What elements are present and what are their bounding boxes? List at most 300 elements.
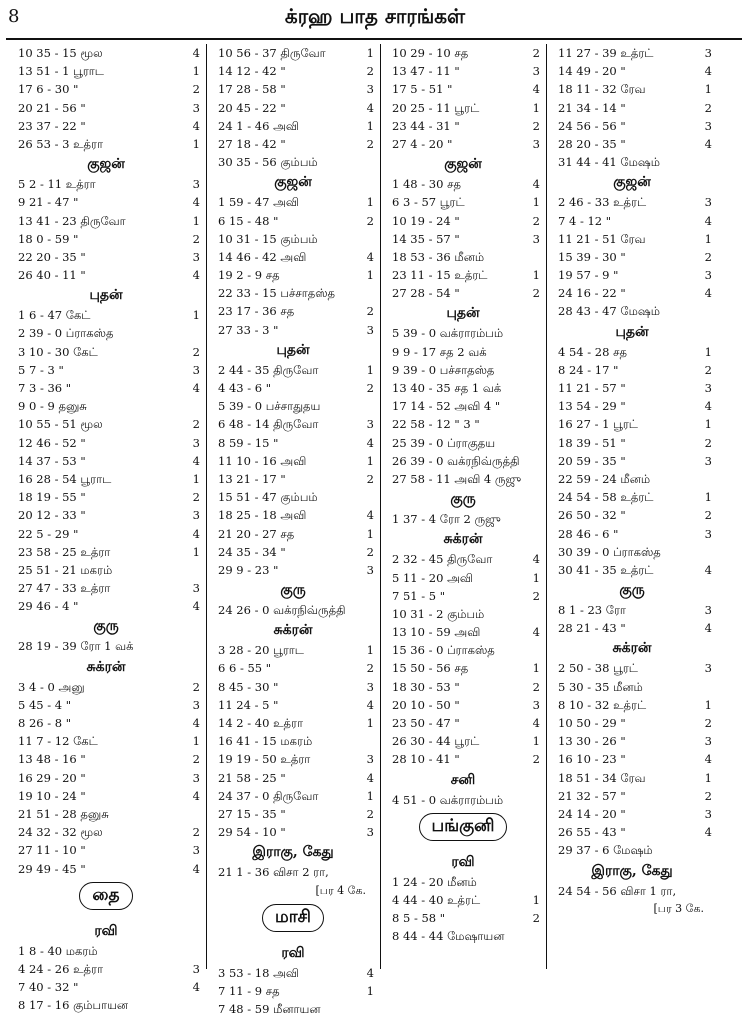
entry-row [8, 637, 204, 655]
entry-row [382, 927, 544, 945]
entry-value: 18 19 - 55 " [18, 490, 86, 505]
entry-pada: 4 [704, 64, 712, 79]
entry-value: 13 10 - 59 அவி [392, 625, 481, 640]
entry-row [208, 62, 378, 80]
entry-value: 29 49 - 45 " [18, 861, 86, 876]
entry-value: 23 17 - 36 சத [218, 304, 295, 319]
entry-row [8, 942, 204, 960]
entry-value: 27 18 - 42 " [218, 136, 286, 151]
entry-pada: 2 [366, 661, 374, 676]
entry-pada: 2 [366, 304, 374, 319]
entry-pada: 4 [532, 177, 540, 192]
entry-row [382, 550, 544, 568]
section-heading: சுக்ரன் [273, 622, 313, 639]
entry-row [208, 696, 378, 714]
section-heading: குரு [450, 491, 476, 508]
entry-row [548, 99, 716, 117]
entry-row [208, 823, 378, 841]
entry-row [548, 343, 716, 361]
entry-pada: 1 [532, 570, 540, 585]
entry-value: 13 41 - 23 திருவோ [18, 213, 126, 228]
entry-value: 2 46 - 33 உத்ரட் [558, 195, 647, 210]
entry-row [8, 996, 204, 1014]
entry-value: 23 50 - 47 " [392, 716, 460, 730]
month-heading [382, 813, 544, 851]
entry-pada: 3 [192, 961, 200, 976]
entry-row [548, 44, 716, 62]
entry-value: 8 17 - 16 கும்பாயன [18, 998, 129, 1013]
entry-value: 28 10 - 41 " [392, 752, 460, 767]
entry-value: 21 1 - 36 விசா 2 ரா, [218, 865, 329, 880]
entry-value: 14 35 - 57 " [392, 231, 460, 246]
title-underline [6, 38, 742, 40]
entry-value: 8 26 - 8 " [18, 716, 72, 730]
entry-pada: 2 [532, 588, 540, 603]
entry-pada: 4 [192, 46, 200, 60]
entry-value: 8 59 - 15 " [218, 435, 279, 450]
entry-value: 4 43 - 6 " [218, 381, 272, 395]
entry-row [8, 714, 204, 732]
entry-row [8, 488, 204, 506]
entry-row [548, 787, 716, 805]
entry-pada: 2 [366, 381, 374, 395]
entry-row [8, 306, 204, 324]
entry-value: 13 47 - 11 " [392, 64, 460, 79]
entry-value: 16 41 - 15 மகரம் [218, 734, 313, 749]
entry-pada: 4 [192, 453, 200, 468]
entry-row [382, 569, 544, 587]
entry-value: 27 58 - 11 அவி 4 ருஜு [392, 471, 522, 486]
entry-pada: 4 [704, 562, 712, 577]
entry-row [382, 470, 544, 488]
entry-pada: 2 [532, 118, 540, 133]
entry-pada: 3 [704, 603, 712, 618]
section-heading: ரவி [281, 944, 305, 961]
entry-row [208, 452, 378, 470]
section-heading: குஜன் [87, 156, 125, 173]
entry-value: 8 5 - 58 " [392, 911, 446, 926]
entry-row [548, 543, 716, 561]
entry-value: 28 46 - 6 " [558, 526, 619, 541]
entry-row [548, 525, 716, 543]
entry-pada: 2 [704, 362, 712, 377]
entry-row [548, 452, 716, 470]
month-label: மாசி [262, 904, 324, 932]
section-heading: புதன் [276, 341, 310, 358]
entry-value: 4 54 - 28 சத [558, 344, 627, 359]
entry-value: 27 4 - 20 " [392, 136, 453, 151]
entry-pada: 1 [366, 453, 374, 468]
entry-value: 10 31 - 15 கும்பம் [218, 231, 318, 246]
entry-value: 30 41 - 35 உத்ரட் [558, 562, 654, 577]
entry-row [208, 80, 378, 98]
column-divider [380, 44, 381, 969]
entry-value: 26 40 - 11 " [18, 268, 86, 283]
entry-row [208, 44, 378, 62]
entry-pada: 2 [366, 471, 374, 486]
entry-pada: 2 [704, 508, 712, 523]
entry-value: 21 34 - 14 " [558, 100, 626, 115]
entry-value: 5 11 - 20 அவி [392, 570, 473, 585]
entry-row [548, 488, 716, 506]
entry-row [548, 841, 716, 859]
entry-value: 24 54 - 56 விசா 1 ரா, [558, 883, 677, 898]
section-heading: குஜன் [274, 174, 312, 191]
section-heading: குரு [93, 618, 119, 635]
entry-row [8, 80, 204, 98]
entry-pada: 3 [366, 417, 374, 432]
entry-pada: 3 [704, 661, 712, 676]
entry-pada: 4 [366, 697, 374, 712]
entry-value: 14 2 - 40 உத்ரா [218, 716, 303, 730]
entry-value: 13 54 - 29 " [558, 399, 626, 414]
entry-pada: 1 [532, 268, 540, 283]
entry-pada: 1 [366, 46, 374, 60]
entry-value: 16 10 - 23 " [558, 752, 626, 767]
entry-row [548, 882, 716, 900]
entry-pada: 1 [366, 362, 374, 377]
entry-pada: 3 [192, 177, 200, 192]
entry-row [548, 506, 716, 524]
entry-pada: 2 [192, 344, 200, 359]
entry-value: 6 15 - 48 " [218, 213, 279, 228]
entry-row [548, 561, 716, 579]
entry-value: 18 11 - 32 ரேவ [558, 82, 646, 97]
entry-row [382, 891, 544, 909]
entry-row [8, 978, 204, 996]
entry-pada: 1 [366, 788, 374, 803]
entry-value: 29 37 - 6 மேஷம் [558, 843, 653, 858]
entry-pada: 1 [532, 100, 540, 115]
entry-row [382, 266, 544, 284]
section-heading: இராகு, கேது [252, 844, 334, 861]
entry-row [208, 641, 378, 659]
entry-pada: 2 [192, 231, 200, 246]
entry-row [208, 525, 378, 543]
entry-row [8, 769, 204, 787]
entry-value: 10 56 - 37 திருவோ [218, 46, 326, 60]
entry-value: 21 32 - 57 " [558, 788, 626, 803]
entry-pada: 2 [192, 752, 200, 767]
entry-row [208, 361, 378, 379]
entry-pada: 3 [366, 679, 374, 694]
entry-row [208, 543, 378, 561]
section-heading: ரவி [94, 922, 118, 939]
entry-pada: 3 [366, 82, 374, 97]
entry-value: 26 50 - 32 " [558, 508, 626, 523]
entry-row [208, 750, 378, 768]
entry-pada: 1 [532, 661, 540, 676]
entry-pada: 4 [532, 716, 540, 730]
entry-value: 11 27 - 39 உத்ரட் [558, 46, 654, 60]
entry-pada: 3 [192, 249, 200, 264]
entry-pada: 1 [366, 118, 374, 133]
entry-pada: 4 [704, 136, 712, 151]
entry-row [382, 361, 544, 379]
entry-pada: 4 [704, 399, 712, 414]
entry-value: 20 25 - 11 பூரட் [392, 100, 480, 115]
entry-row [382, 44, 544, 62]
entry-row [208, 732, 378, 750]
entry-value: 18 30 - 53 " [392, 679, 460, 694]
entry-value: 14 37 - 53 " [18, 453, 86, 468]
entry-row [208, 601, 378, 619]
entry-value: 2 32 - 45 திருவோ [392, 552, 493, 567]
entry-pada: 4 [366, 249, 374, 264]
entry-pada: 2 [192, 825, 200, 840]
entry-row [8, 525, 204, 543]
entry-value: 17 28 - 58 " [218, 82, 286, 97]
entry-row [382, 434, 544, 452]
entry-pada: 3 [704, 195, 712, 210]
entry-row [382, 80, 544, 98]
entry-value: 29 54 - 10 " [218, 825, 286, 840]
entry-row [208, 506, 378, 524]
entry-row [382, 750, 544, 768]
entry-value: 19 57 - 9 " [558, 268, 619, 283]
entry-row [548, 193, 716, 211]
entry-value: 22 5 - 29 " [18, 526, 79, 541]
entry-row [208, 248, 378, 266]
entry-value: 31 44 - 41 மேஷம் [558, 155, 660, 170]
entry-row [8, 230, 204, 248]
entry-pada: 4 [192, 118, 200, 133]
entry-row [382, 732, 544, 750]
entry-value: 15 39 - 30 " [558, 249, 626, 264]
entry-row [8, 415, 204, 433]
entry-value: 20 12 - 33 " [18, 508, 86, 523]
entry-pada: 4 [532, 552, 540, 567]
entry-row [208, 284, 378, 302]
entry-pada: 1 [192, 734, 200, 749]
entry-value: 13 30 - 26 " [558, 734, 626, 749]
section-heading: குரு [280, 582, 306, 599]
entry-value: 13 48 - 16 " [18, 752, 86, 767]
entry-row [208, 982, 378, 1000]
entry-row [208, 379, 378, 397]
entry-row [8, 248, 204, 266]
entry-row [208, 964, 378, 982]
entry-pada: 2 [366, 544, 374, 559]
entry-pada: 4 [704, 825, 712, 840]
entry-value: 20 45 - 22 " [218, 100, 286, 115]
entry-row [548, 62, 716, 80]
entry-value: 16 28 - 54 பூராட [18, 471, 112, 486]
entry-row [208, 266, 378, 284]
entry-pada: 4 [192, 980, 200, 995]
section-heading: குஜன் [444, 156, 482, 173]
entry-value: 14 49 - 20 " [558, 64, 626, 79]
entry-value: 1 37 - 4 ரோ 2 ருஜு [392, 512, 501, 527]
entry-value: 22 59 - 24 மீனம் [558, 471, 651, 486]
entry-row [548, 470, 716, 488]
entry-pada: 3 [192, 697, 200, 712]
entry-pada: 1 [366, 268, 374, 283]
entry-value: 23 37 - 22 " [18, 118, 86, 133]
entry-row [208, 805, 378, 823]
entry-row [8, 470, 204, 488]
entry-pada: 1 [532, 892, 540, 907]
page-number: 8 [8, 6, 20, 27]
entry-pada: 2 [532, 46, 540, 60]
entry-value: 4 44 - 40 உத்ரட் [392, 892, 481, 907]
entry-row [8, 361, 204, 379]
entry-row [208, 769, 378, 787]
entry-value: 16 27 - 1 பூரட் [558, 417, 638, 432]
entry-value: 26 55 - 43 " [558, 825, 626, 840]
entry-pada: 3 [704, 453, 712, 468]
entry-value: 2 44 - 35 திருவோ [218, 362, 319, 377]
entry-row [8, 99, 204, 117]
entry-pada: 4 [532, 82, 540, 97]
entry-row [382, 605, 544, 623]
entry-value: 23 11 - 15 உத்ரட் [392, 268, 488, 283]
entry-value: 15 51 - 47 கும்பம் [218, 490, 318, 505]
entry-row [8, 696, 204, 714]
entry-pada: 2 [192, 490, 200, 505]
entry-value: 8 45 - 30 " [218, 679, 279, 694]
entry-value: 22 20 - 35 " [18, 249, 86, 264]
entry-pada: 3 [532, 136, 540, 151]
entry-value: 26 39 - 0 வக்ரநிவ்ருத்தி [392, 453, 520, 468]
entry-row [548, 434, 716, 452]
entry-pada: 2 [704, 249, 712, 264]
entry-value: 29 9 - 23 " [218, 562, 279, 577]
entry-row [8, 117, 204, 135]
entry-value: 25 39 - 0 ப்ராகுதய [392, 435, 496, 450]
entry-value: 8 24 - 17 " [558, 362, 619, 377]
entry-pada: 4 [192, 788, 200, 803]
entry-value: 16 29 - 20 " [18, 770, 86, 785]
entry-pada: 1 [704, 82, 712, 97]
entry-row [548, 750, 716, 768]
entry-pada: 4 [192, 716, 200, 730]
entry-value: 19 2 - 9 சத [218, 268, 280, 283]
entry-pada: 3 [704, 526, 712, 541]
entry-value: 19 19 - 50 உத்ரா [218, 752, 311, 767]
entry-value: 26 53 - 3 உத்ரா [18, 136, 103, 151]
entry-value: 7 4 - 12 " [558, 213, 612, 228]
entry-value: 24 56 - 56 " [558, 118, 626, 133]
entry-row [208, 561, 378, 579]
entry-row [382, 62, 544, 80]
entry-pada: 1 [532, 195, 540, 210]
entry-row [208, 117, 378, 135]
entry-row [382, 641, 544, 659]
entry-row [8, 135, 204, 153]
entry-row [8, 750, 204, 768]
entry-pada: 3 [192, 435, 200, 450]
entry-row [8, 787, 204, 805]
entry-value: 22 58 - 12 " 3 " [392, 417, 480, 432]
entry-value: 14 12 - 42 " [218, 64, 286, 79]
entry-value: 21 20 - 27 சத [218, 526, 295, 541]
entry-row [208, 488, 378, 506]
entry-row [382, 212, 544, 230]
entry-pada: 1 [366, 526, 374, 541]
entry-pada: 1 [192, 213, 200, 228]
entry-row [8, 324, 204, 342]
entry-row [548, 823, 716, 841]
entry-row [208, 434, 378, 452]
entry-pada: 1 [192, 471, 200, 486]
entry-pada: 1 [192, 308, 200, 323]
entry-pada: 3 [366, 322, 374, 337]
entry-row [548, 415, 716, 433]
entry-value: 7 40 - 32 " [18, 980, 79, 995]
entry-pada: 2 [366, 806, 374, 821]
entry-row [8, 506, 204, 524]
entry-value: 7 48 - 59 மீனாயன [218, 1001, 321, 1016]
entry-pada: 3 [192, 770, 200, 785]
entry-value: 7 11 - 9 சத [218, 983, 280, 998]
entry-row [382, 135, 544, 153]
entry-row [382, 193, 544, 211]
entry-value: 1 24 - 20 மீனம் [392, 874, 477, 889]
entry-row [382, 623, 544, 641]
entry-value: 10 31 - 2 கும்பம் [392, 606, 485, 621]
entry-value: 20 10 - 50 " [392, 697, 460, 712]
month-label: பங்குனி [419, 813, 508, 841]
entry-row [382, 696, 544, 714]
entry-value: 3 53 - 18 அவி [218, 965, 299, 980]
entry-pada: 2 [532, 213, 540, 228]
entry-value: 6 6 - 55 " [218, 661, 272, 676]
entry-pada: 3 [704, 734, 712, 749]
entry-row [8, 62, 204, 80]
entry-note: [பர 4 கே. [315, 883, 366, 897]
entry-row [548, 80, 716, 98]
entry-value: 26 30 - 44 பூரட் [392, 734, 480, 749]
entry-value: 14 46 - 42 அவி [218, 249, 307, 264]
entry-row [8, 841, 204, 859]
entry-row [548, 135, 716, 153]
entry-value: 24 54 - 58 உத்ரட் [558, 490, 654, 505]
entry-value: 23 44 - 31 " [392, 118, 460, 133]
entry-row [8, 805, 204, 823]
entry-value: 5 30 - 35 மீனம் [558, 679, 643, 694]
entry-value: 18 39 - 51 " [558, 435, 626, 450]
entry-value: 13 40 - 35 சத 1 வக் [392, 381, 502, 395]
entry-value: 1 8 - 40 மகரம் [18, 943, 98, 958]
entry-value: 7 51 - 5 " [392, 588, 446, 603]
section-heading: சுக்ரன் [612, 640, 652, 657]
entry-row [382, 714, 544, 732]
section-heading: குஜன் [613, 174, 651, 191]
entry-value: 9 39 - 0 பச்சாதஸ்த [392, 362, 495, 377]
entry-value: 10 50 - 29 " [558, 716, 626, 730]
entry-value: 24 16 - 22 " [558, 286, 626, 301]
entry-row [208, 212, 378, 230]
entry-value: 8 1 - 23 ரோ [558, 603, 626, 618]
entry-value: 27 15 - 35 " [218, 806, 286, 821]
entry-value: 2 39 - 0 ப்ராகஸ்த [18, 326, 114, 341]
entry-row [548, 714, 716, 732]
entry-value: 13 21 - 17 " [218, 471, 286, 486]
entry-row [8, 579, 204, 597]
page-title: க்ரஹ பாத சாரங்கள் [284, 4, 466, 28]
entry-row [208, 470, 378, 488]
entry-row [8, 434, 204, 452]
entry-pada: 2 [704, 100, 712, 115]
entry-row [8, 597, 204, 615]
entry-value: 3 4 - 0 அனு [18, 679, 85, 694]
entry-value: 4 51 - 0 வக்ராரம்பம் [392, 792, 504, 807]
entry-row [548, 619, 716, 637]
entry-value: 11 21 - 51 ரேவ [558, 231, 646, 246]
entry-value: 20 21 - 56 " [18, 100, 86, 115]
entry-value: 17 14 - 52 அவி 4 " [392, 399, 501, 414]
